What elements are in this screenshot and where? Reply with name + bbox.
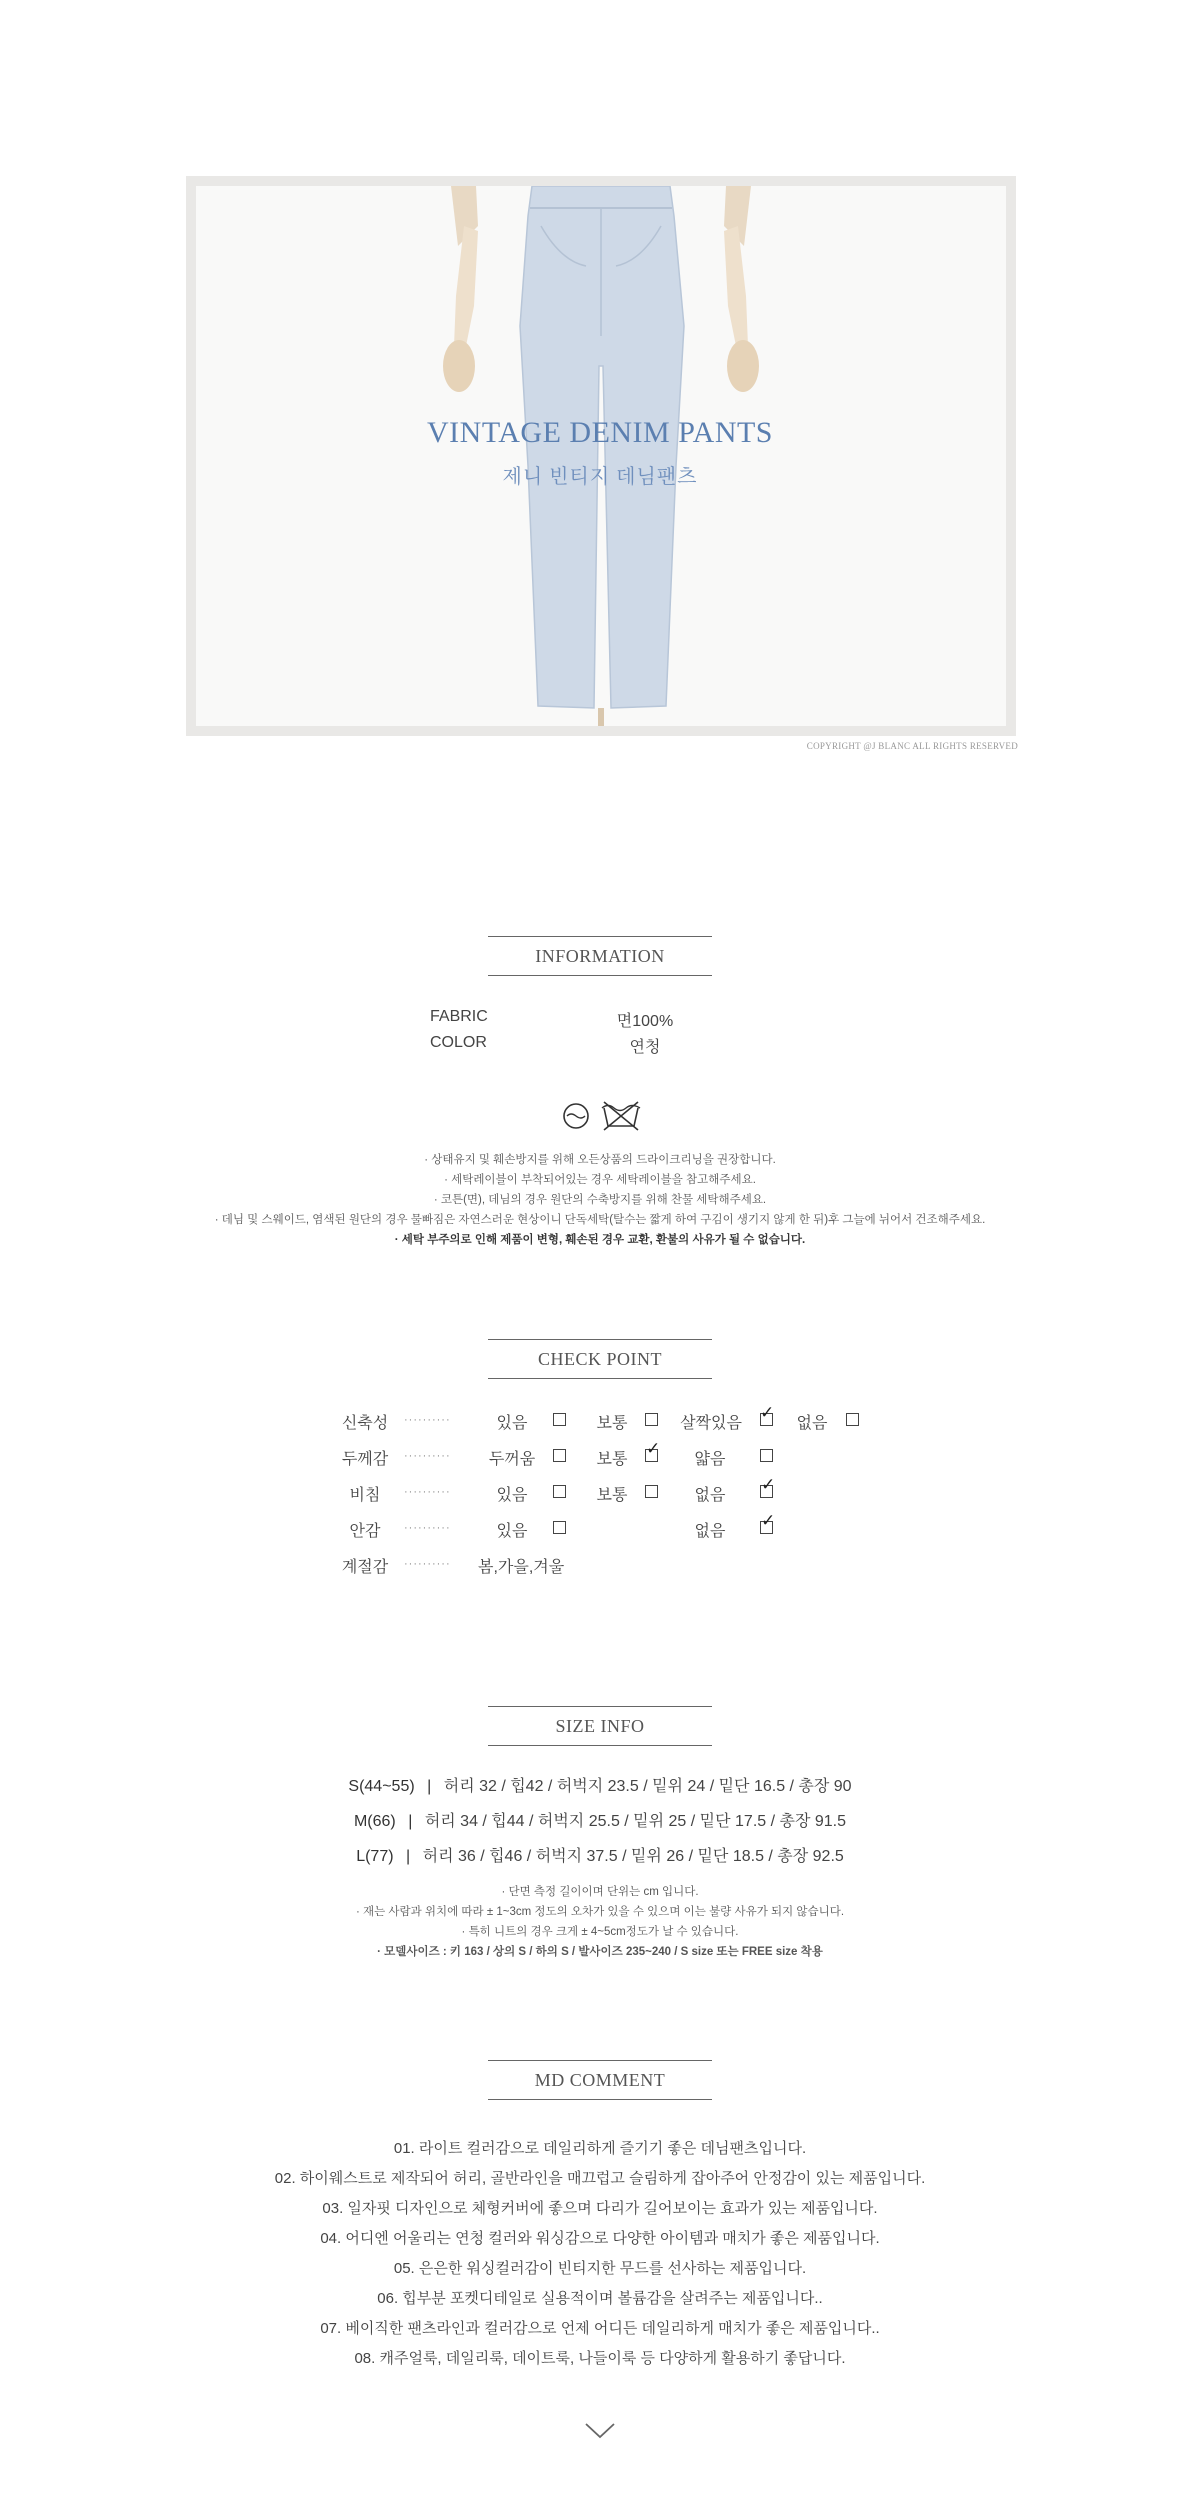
model-size-note: · 모델사이즈 : 키 163 / 상의 S / 하의 S / 발사이즈 235~240 / S size 또는 FREE size 착용 [377,1946,823,1958]
no-machine-wash-icon [600,1100,642,1132]
copyright-notice: COPYRIGHT @J BLANC ALL RIGHTS RESERVED [806,741,1018,751]
option-label: 없음 [694,1487,726,1504]
size-row [0,1773,1200,1796]
dot-leader: ·········· [404,1414,451,1426]
care-note: · 상태유지 및 훼손방지를 위해 오든상품의 드라이크리닝을 권장합니다. [424,1154,776,1166]
checkbox [846,1413,859,1426]
size-note: · 특히 니트의 경우 크게 ± 4~5cm정도가 날 수 있습니다. [461,1926,739,1938]
size-name: S(44~55) [348,1778,415,1795]
md-comment-header: MD COMMENT [488,2060,712,2100]
option-label: 보통 [596,1415,628,1432]
option-label: 없음 [694,1523,726,1540]
dot-leader: ·········· [404,1450,451,1462]
size-detail: 허리 36 / 힙46 / 허벅지 37.5 / 밑위 26 / 밑단 18.5 / 총장 92.5 [422,1848,844,1865]
md-comment-line: 03. 일자핏 디자인으로 체형커버에 좋으며 다리가 길어보이는 효과가 있는 제품입니다. [322,2200,878,2217]
color-value: 연청 [629,1039,661,1056]
check-point-header: CHECK POINT [488,1339,712,1379]
md-comment-line: 08. 캐주얼룩, 데일리룩, 데이트룩, 나들이룩 등 다양하게 활용하기 좋답니다. [354,2350,846,2367]
dot-leader: ·········· [404,1486,451,1498]
season-label: 계절감 [341,1559,389,1576]
size-name: L(77) [356,1848,394,1865]
product-hero-image [186,176,1016,736]
size-row [0,1808,1200,1831]
checkbox [553,1485,566,1498]
check-mark-icon: ✓ [761,1511,776,1530]
option-label: 보통 [596,1487,628,1504]
mannequin-stand [598,708,604,726]
fabric-label: FABRIC [430,1008,488,1025]
separator: | [408,1813,413,1830]
checkbox [645,1413,658,1426]
md-comment-line: 05. 은은한 워싱컬러감이 빈티지한 무드를 선사하는 제품입니다. [393,2260,807,2277]
care-note: · 코튼(면), 데님의 경우 원단의 수축방지를 위해 찬물 세탁해주세요. [433,1194,767,1206]
chevron-down-icon [584,2422,616,2440]
care-warning: · 세탁 부주의로 인해 제품이 변형, 훼손된 경우 교환, 환불의 사유가 될 수 없습니다. [394,1234,806,1246]
product-title: VINTAGE DENIM PANTS [427,416,773,449]
md-comment-line: 06. 힙부분 포켓디테일로 실용적이며 볼륨감을 살려주는 제품입니다.. [377,2290,823,2307]
checkbox [553,1521,566,1534]
size-info-header: SIZE INFO [488,1706,712,1746]
separator: | [406,1848,411,1865]
fabric-value: 면100% [616,1013,674,1030]
denim-pants-photo [196,186,1006,726]
season-value: 봄,가을,겨울 [478,1559,565,1576]
hand-wash-icon [560,1102,592,1130]
size-detail: 허리 32 / 힙42 / 허벅지 23.5 / 밑위 24 / 밑단 16.5 / 총장 90 [443,1778,852,1795]
option-label: 두꺼움 [488,1451,536,1468]
size-name: M(66) [353,1813,396,1830]
check-mark-icon: ✓ [761,1475,776,1494]
mannequin-arm-left [454,226,478,346]
information-header: INFORMATION [488,936,712,976]
option-label: 없음 [796,1415,828,1432]
md-comment-line: 01. 라이트 컬러감으로 데일리하게 즐기기 좋은 데님팬츠입니다. [393,2140,807,2157]
check-mark-icon: ✓ [760,1403,775,1422]
color-label: COLOR [430,1034,487,1051]
size-note: · 재는 사람과 위치에 따라 ± 1~3cm 정도의 오차가 있을 수 있으며 이는 불량 사유가 되지 않습니다. [355,1906,845,1918]
option-label: 있음 [496,1415,528,1432]
option-label: 얇음 [694,1451,726,1468]
lining-label: 안감 [349,1523,381,1540]
mannequin-hand-left [443,340,475,392]
mannequin-arm-right [724,226,748,346]
care-note: · 데님 및 스웨이드, 염색된 원단의 경우 물빠짐은 자연스러운 현상이니 단독세탁(탈수는 짧게 하여 구김이 생기지 않게 한 뒤)후 그늘에 뉘어서 건조해주세요. [214,1214,986,1226]
option-label: 살짝있음 [680,1415,742,1432]
checkbox [645,1485,658,1498]
dot-leader: ·········· [404,1558,451,1570]
checkbox [553,1449,566,1462]
md-comment-line: 02. 하이웨스트로 제작되어 허리, 골반라인을 매끄럽고 슬림하게 잡아주어 안정감이 있는 제품입니다. [274,2170,926,2187]
care-note: · 세탁레이블이 부착되어있는 경우 세탁레이블을 참고해주세요. [444,1174,756,1186]
checkbox [553,1413,566,1426]
checkbox [760,1449,773,1462]
md-comment-line: 07. 베이직한 팬츠라인과 컬러감으로 언제 어디든 데일리하게 매치가 좋은 제품입니다.. [320,2320,880,2337]
check-mark-icon: ✓ [646,1439,661,1458]
option-label: 있음 [496,1523,528,1540]
mannequin-hand-right [727,340,759,392]
size-row [0,1843,1200,1866]
option-label: 보통 [596,1451,628,1468]
md-comment-line: 04. 어디엔 어울리는 연청 컬러와 워싱감으로 다양한 아이템과 매치가 좋은 제품입니다. [320,2230,880,2247]
dot-leader: ·········· [404,1522,451,1534]
size-note: · 단면 측정 길이이며 단위는 cm 입니다. [501,1886,699,1898]
option-label: 있음 [496,1487,528,1504]
thickness-label: 두께감 [341,1451,389,1468]
separator: | [427,1778,432,1795]
sheerness-label: 비침 [349,1487,381,1504]
stretch-label: 신축성 [341,1415,389,1432]
size-detail: 허리 34 / 힙44 / 허벅지 25.5 / 밑위 25 / 밑단 17.5 / 총장 91.5 [424,1813,847,1830]
product-subtitle: 제니 빈티지 데님팬츠 [502,466,698,488]
